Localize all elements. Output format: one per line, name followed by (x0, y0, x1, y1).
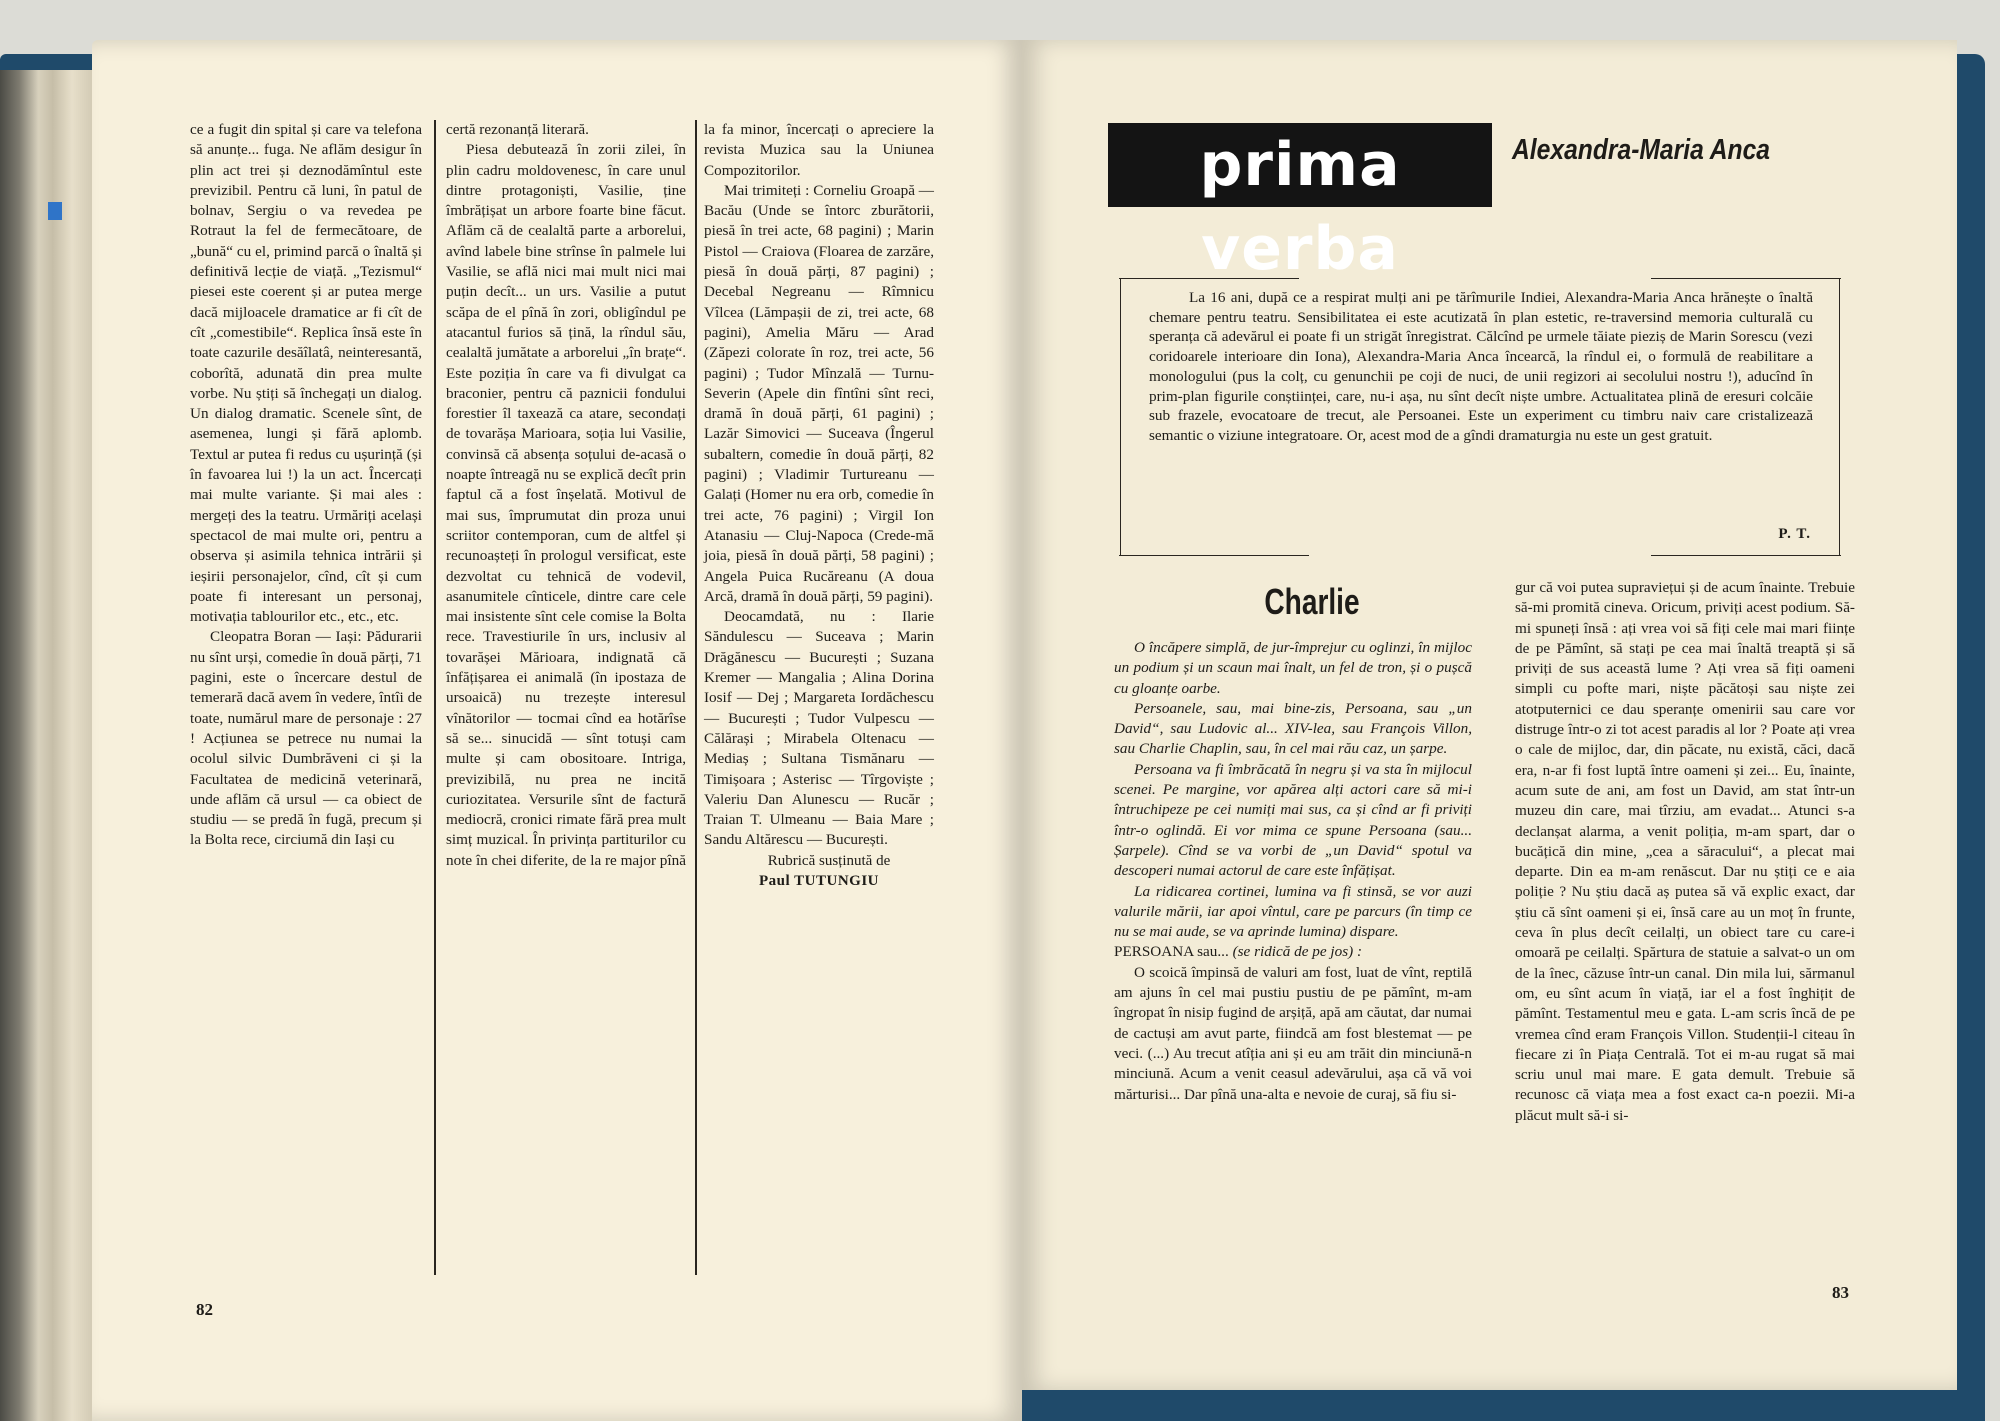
column-divider (695, 120, 697, 1275)
page-number: 82 (196, 1300, 213, 1319)
story-title: Charlie (1264, 581, 1360, 622)
speaker-line (1114, 942, 1472, 962)
frame-line (1651, 555, 1841, 556)
frame-line (1119, 278, 1299, 279)
monologue: O scoică împinsă de valuri am fost, luat de vînt, reptilă am ajuns în cel mai pustiu pustiu de pe pămînt, m-am îngropat în nisip fugind de arșiță, apă am căutat, dar numai de cactuși am avut parte, fiindcă am fost blestemat — pe veci. (...) Au trecut atîția ani și eu am trăit din minciună-n minciună. Acum a venit ceasul adevărului, așa că vă voi mărturisi... Dar pînă una-alta e nevoie de curaj, să fiu si- (1114, 963, 1472, 1103)
stage-direction: La ridicarea cortinei, lumina va fi stinsă, se vor auzi valurile mării, iar apoi vîntul, care pe parcurs (în timp ce nu se mai aude, se va aprinde lumina) dispare. (1114, 882, 1472, 941)
section-logo: prima verba (1108, 123, 1492, 207)
left-column-1 (190, 120, 422, 1280)
stage-direction: O încăpere simplă, de jur-împrejur cu oglinzi, în mijloc un podium și un scaun mai înalt, un fel de tron, și o pușcă cu gloanțe oarbe. (1114, 639, 1472, 697)
intro-box (1120, 278, 1840, 556)
frame-line (1651, 278, 1841, 279)
stage-direction: Persoana va fi îmbrăcată în negru și va sta în mijlocul scenei. Pe margine, vor apărea alți actori care să mi-i întruchipeze pe cei numiți mai sus, ca și cînd ar fi priviți într-o oglindă. Ei vor mima ce spune Persoana (sau... Șarpele). Cînd se va vorbi de „un David“ spotul va descoperi numai actorul de care este înfățișat. (1114, 760, 1472, 880)
right-column-2 (1515, 578, 1855, 1278)
left-column-3 (704, 120, 934, 1280)
paragraph: Mai trimiteți : Corneliu Groapă — Bacău (Unde se întorc zburătorii, piesă în trei acte, 68 pagini) ; Marin Pistol — Craiova (Floarea de zarzăre, piesă în două părți, 87 pagini) ; Decebal Negreanu — Rîmnicu Vîlcea (Lămpașii de zi, trei acte, 68 pagini), Amelia Măru — Arad (Zăpezi colorate în roz, trei acte, 56 pagini) ; Tudor Mînzală — Turnu-Severin (Apele din fîntîni sînt reci, dramă în două părți, 61 pagini) ; Lazăr Simovici — Suceava (Îngerul subaltern, comedie în două părți, 82 pagini) ; Vladimir Turtureanu — Galați (Homer nu era orb, comedie în trei acte, 76 pagini) ; Virgil Ion Atanasiu — Cluj-Napoca (Crede-mă joia, piesă în două părți, 58 pagini) ; Angela Puica Rucăreanu (A doua Arcă, dramă în două părți, 59 pagini). (704, 181, 934, 605)
paragraph: Piesa debutează în zorii zilei, în plin cadru moldovenesc, în care unul dintre protagoniști, Vasilie, ține îmbrățișat un arbore foarte bine făcut. Aflăm că de cealaltă parte a arborelui, avînd labele bine strînse în palmele lui Vasilie, se află nici mai mult nici mai puțin decît... un urs. Vasilie a putut scăpa de el pînă în zori, obligîndul pe atacantul furios să țină, la rîndul său, cealaltă jumătate a arborelui „în brațe“. Este poziția în care va fi divulgat ca braconier, pentru că paznicii fondului forestier îl taxează ca atare, secondați de tovarășa Marioara, soția lui Vasilie, convinsă că absența soțului de-acasă o noapte întreagă nu se explică decît prin faptul că a fost înșelată. Motivul de mai sus, împrumutat din proza unui scriitor contemporan, cum de altfel și recunoașteți în prologul versificat, este dezvoltat cu tehnică de vodevil, asanumitele cînticele, dintre care cele mai insistente sînt cele comise la Bolta rece. Travestiurile în urs, inclusiv al tovarășei Mărioara, indignată că înfățișarea ei animală (în ipostaza de ursoaică) nu trezește interesul vînătorilor — tocmai cînd ea hotărîse să se... sinucidă — sînt totuși cam multe și cam obositoare. Intriga, previzibilă, nu prea ne incită curiozitatea. Versurile sînt de factură mediocră, cronici rimate fără prea mult simț muzical. În privința partiturilor cu note în chei diferite, de la re major pînă (446, 141, 686, 869)
page-number: 83 (1832, 1283, 1849, 1302)
left-column-2 (446, 120, 686, 1280)
monologue-continued: gur că voi putea supraviețui și de acum înainte. Trebuie să-mi promită cineva. Oricum, priviți acest podium. Să-mi spuneți însă : ați vrea voi să fiți cele mai mari ființe de pe Pămînt, să stați pe cea mai înaltă treaptă și să priviți de sus această lume ? Ați vrea să fiți oameni simpli cu pofte mari, niște păcătoși sau niște zei atotputernici ce dau speranțe omenirii sau care vor distruge într-o zi tot acest paradis al lor ? Poate ați vrea o cale de mijloc, dar, din păcate, nu există, căci, dacă era, n-ar fi fost luptă între oameni și zei... Eu, înainte, acum sute de ani, am fost un David, am stat într-un muzeu din care, mai tîrziu, am evadat... Atunci s-a declanșat alarma, a venit poliția, m-am spart, dar o bucățică din mine, „cea a săracului“, a plecat mai departe. Din ea m-am renăscut. Dar nu știți ce e aia poliție ? Nu știu dacă aș putea să vă explic exact, dar știu că sînt oameni și ei, însă care au un moț în frunte, ceva în plus decît ceilalți, un obiect tare cu care-i omoară pe ceilalți. Spărtura de statuie a salvat-o un om de la înec, căzuse într-un canal. Din mila lui, sărmanul om, eu sînt acum în viață, iar el a fost înghițit de pămînt. Testamentul meu e gata. L-am scris încă de pe vremea cînd eram François Villon. Studenții-l citeau în fiecare zi în Piața Centrală. Tot ei m-au rugat să mai scriu unul mai mare. E gata demult. Trebuie să recunosc că viața mea a fost exact ca-n poezii. Mi-a plăcut mult să-i si- (1515, 579, 1855, 1124)
speaker-name: PERSOANA sau... (1114, 943, 1229, 961)
rubric-credit (704, 851, 934, 892)
speaker-direction: (se ridică de pe jos) : (1232, 943, 1363, 961)
paragraph: Cleopatra Boran — Iași: Pădurarii nu sînt urși, comedie în două părți, 71 pagini, este o încercare destul de temerară dacă avem în vedere, întîi de toate, numărul mare de personaje : 27 ! Acțiunea se petrece nu numai la ocolul silvic Dumbrăveni ci și la Facultatea de medicină veterinară, unde aflăm că ursul — ca obiect de studiu — se predă în fugă, precum și la Bolta rece, circiumă din Iași cu (190, 628, 422, 849)
paragraph: la fa minor, încercați o apreciere la revista Muzica sau la Uniunea Compozitorilor. (704, 121, 934, 179)
binding-bottom (1022, 1390, 1985, 1421)
paragraph: ce a fugit din spital și care va telefona să anunțe... fuga. Ne aflăm desigur în plin act trei și deznodămîntul este previzibil. Pentru că luni, în patul de bolnav, Sergiu o va revedea pe Rotraut la fel de fermecătoare, de „bună“ cu el, primind parcă o înaltă și definitivă lecție de viață. „Tezismul“ piesei este coerent și ar putea merge dacă mijloacele dramatice ar fi cît de cît „comestibile“. Replica însă este în toate cazurile desăîlatâ, neinteresantă, coborîtă, adunată din prea multe vorbe. Nu știți să închegați un dialog. Un dialog dramatic. Scenele sînt, de asemenea, lungi și fără aplomb. Textul ar putea fi redus cu ușurință (și în favoarea lui !) la un act. Încercați mai multe variante. Și mai ales : mergeți des la teatru. Urmăriți același spectacol de mai multe ori, pentru a observa și asimila tehnica intrării și ieșirii personajelor, cînd, cît și cum poate fi interesant un personaj, motivația tablourilor etc., etc., etc. (190, 121, 422, 626)
paragraph: certă rezonanță literară. (446, 121, 589, 138)
author-name: Alexandra-Maria Anca (1512, 134, 1771, 166)
stage-direction: Persoanele, sau, mai bine-zis, Persoana, sau „un David“, sau Ludovic al... XIV-lea, sau François Villon, sau Charlie Chaplin, sau, în cel mai rău caz, un șarpe. (1114, 699, 1472, 758)
intro-text: La 16 ani, după ce a respirat mulți ani pe tărîmurile Indiei, Alexandra-Maria Anca hrănește o înaltă chemare pentru teatru. Sensibilitatea ei este acutizată în plan estetic, re-traversind memoria culturală cu speranța că adevărul ei poate fi un strigăt înregistrat. Călcînd pe urmele tăiate pieziș de Marin Sorescu (vezi coridoarele interioare din Iona), Alexandra-Maria Anca încearcă, la rîndul ei, o formulă de reabilitare a monologului (pus la colț, cu genunchii pe coji de nuci, de unii regizori ai secolului nostru !), aducînd în prim-plan figurile conștiinței, care, nu-i așa, nu sînt decît niște umbre. Actualitatea plină de eresuri colcăie sub frazele, evocatoare de trecut, ale Persoanei. Este un experiment cu timbru naiv care cristalizează semantic o viziune integratoare. Or, acest mod de a gîndi dramaturgia nu este un gest gratuit. (1149, 289, 1813, 444)
rubric-author: Paul TUTUNGIU (759, 872, 879, 889)
paragraph: Deocamdată, nu : Ilarie Săndulescu — Suceava ; Marin Drăgănescu — București ; Suzana Kremer — Mangalia ; Alina Dorina Iosif — Dej ; Margareta Iordăchescu — București ; Tudor Vulpescu — Călărași ; Mirabela Oltenacu — Mediaș ; Sultana Tismănaru — Timișoara ; Asterisc — Tîrgoviște ; Valeriu Dan Alunescu — Rucăr ; Traian T. Ulmeanu — Baia Mare ; Sandu Altărescu — București. (704, 608, 934, 849)
page-stack-edge (0, 70, 96, 1421)
intro-initials: P. T. (1778, 526, 1811, 542)
tab-marker (48, 202, 62, 220)
column-divider (434, 120, 436, 1275)
right-column-1 (1114, 638, 1472, 1278)
frame-line (1119, 555, 1309, 556)
rubric-label: Rubrică susținută de (767, 852, 891, 869)
